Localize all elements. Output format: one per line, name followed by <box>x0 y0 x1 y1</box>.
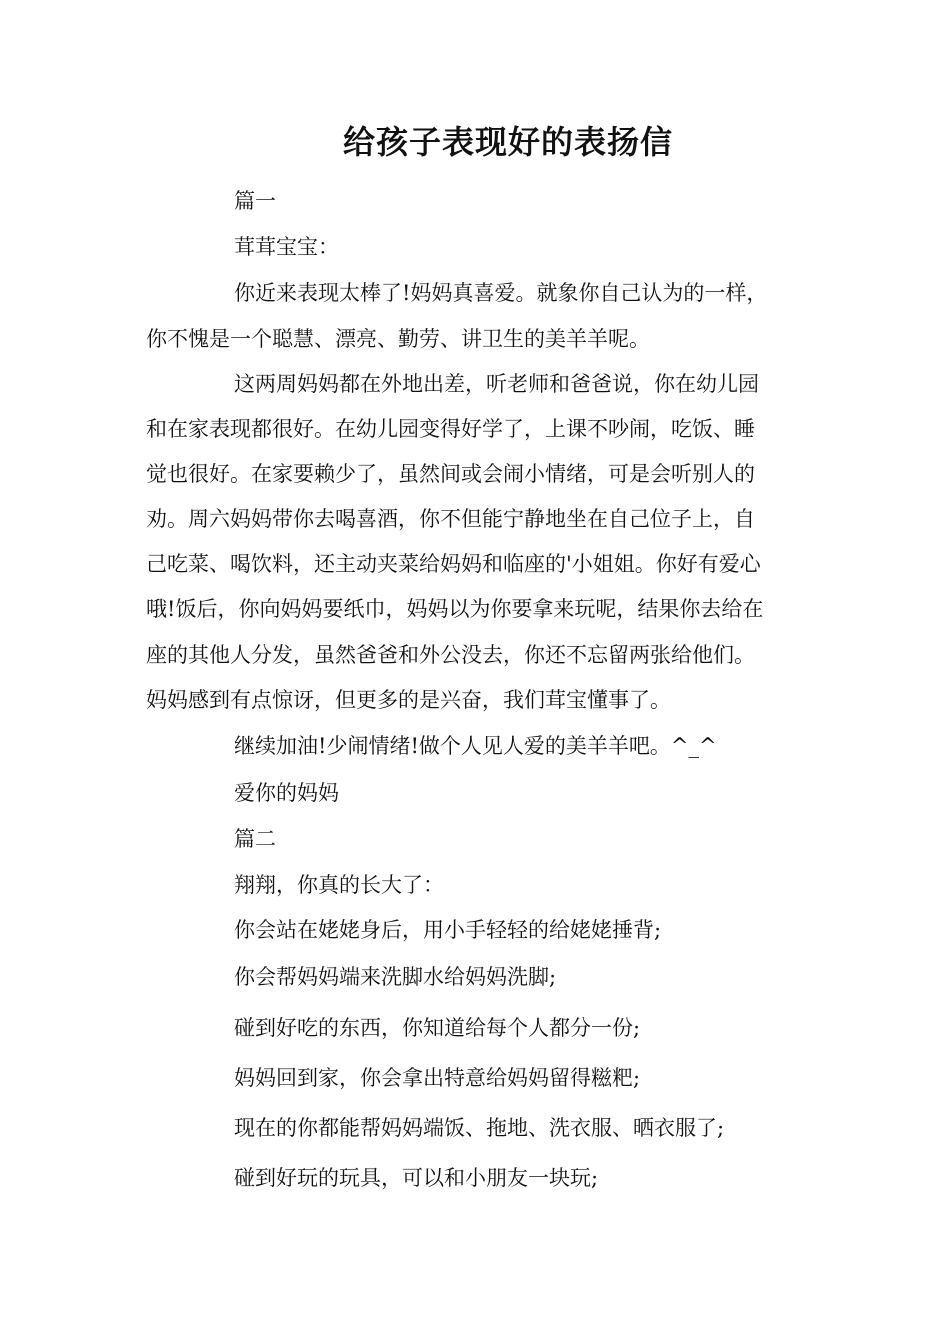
salutation-1: 茸茸宝宝： <box>234 235 339 259</box>
section-heading-2: 篇二 <box>234 827 276 851</box>
paragraph-line: 妈妈感到有点惊讶，但更多的是兴奋，我们茸宝懂事了。 <box>146 688 671 712</box>
paragraph-line: 己吃菜、喝饮料，还主动夹菜给妈妈和临座的'小姐姐。你好有爱心 <box>146 552 761 576</box>
paragraph-line: 和在家表现都很好。在幼儿园变得好学了，上课不吵闹，吃饭、睡 <box>146 417 755 441</box>
paragraph-line: 现在的你都能帮妈妈端饭、拖地、洗衣服、晒衣服了; <box>234 1116 725 1140</box>
paragraph-line: 觉也很好。在家要赖少了，虽然间或会闹小情绪，可是会听别人的 <box>146 462 755 486</box>
paragraph-line: 你不愧是一个聪慧、漂亮、勤劳、讲卫生的美羊羊呢。 <box>146 327 650 351</box>
paragraph-line: 你会站在姥姥身后，用小手轻轻的给姥姥捶背; <box>234 918 662 942</box>
document-title: 给孩子表现好的表扬信 <box>342 123 673 161</box>
signature-1: 爱你的妈妈 <box>234 781 339 805</box>
paragraph-line: 这两周妈妈都在外地出差，听老师和爸爸说，你在幼儿园 <box>234 372 759 396</box>
paragraph-line: 碰到好玩的玩具，可以和小朋友一块玩; <box>234 1166 599 1190</box>
paragraph-line: 你近来表现太棒了!妈妈真喜爱。就象你自己认为的一样， <box>234 281 768 305</box>
section-heading-1: 篇一 <box>234 189 276 213</box>
paragraph-line: 你会帮妈妈端来洗脚水给妈妈洗脚; <box>234 965 557 989</box>
paragraph-line: 座的其他人分发，虽然爸爸和外公没去，你还不忘留两张给他们。 <box>146 643 755 667</box>
paragraph-line: 哦!饭后，你向妈妈要纸巾，妈妈以为你要拿来玩呢，结果你去给在 <box>146 597 764 621</box>
paragraph-line: 继续加油!少闹情绪!做个人见人爱的美羊羊吧。^_^ <box>234 734 717 758</box>
paragraph-line: 妈妈回到家，你会拿出特意给妈妈留得糍粑; <box>234 1066 641 1090</box>
paragraph-line: 碰到好吃的东西，你知道给每个人都分一份; <box>234 1016 641 1040</box>
paragraph-line: 劝。周六妈妈带你去喝喜酒，你不但能宁静地坐在自己位子上，自 <box>146 507 755 531</box>
salutation-2: 翔翔，你真的长大了： <box>234 873 444 897</box>
